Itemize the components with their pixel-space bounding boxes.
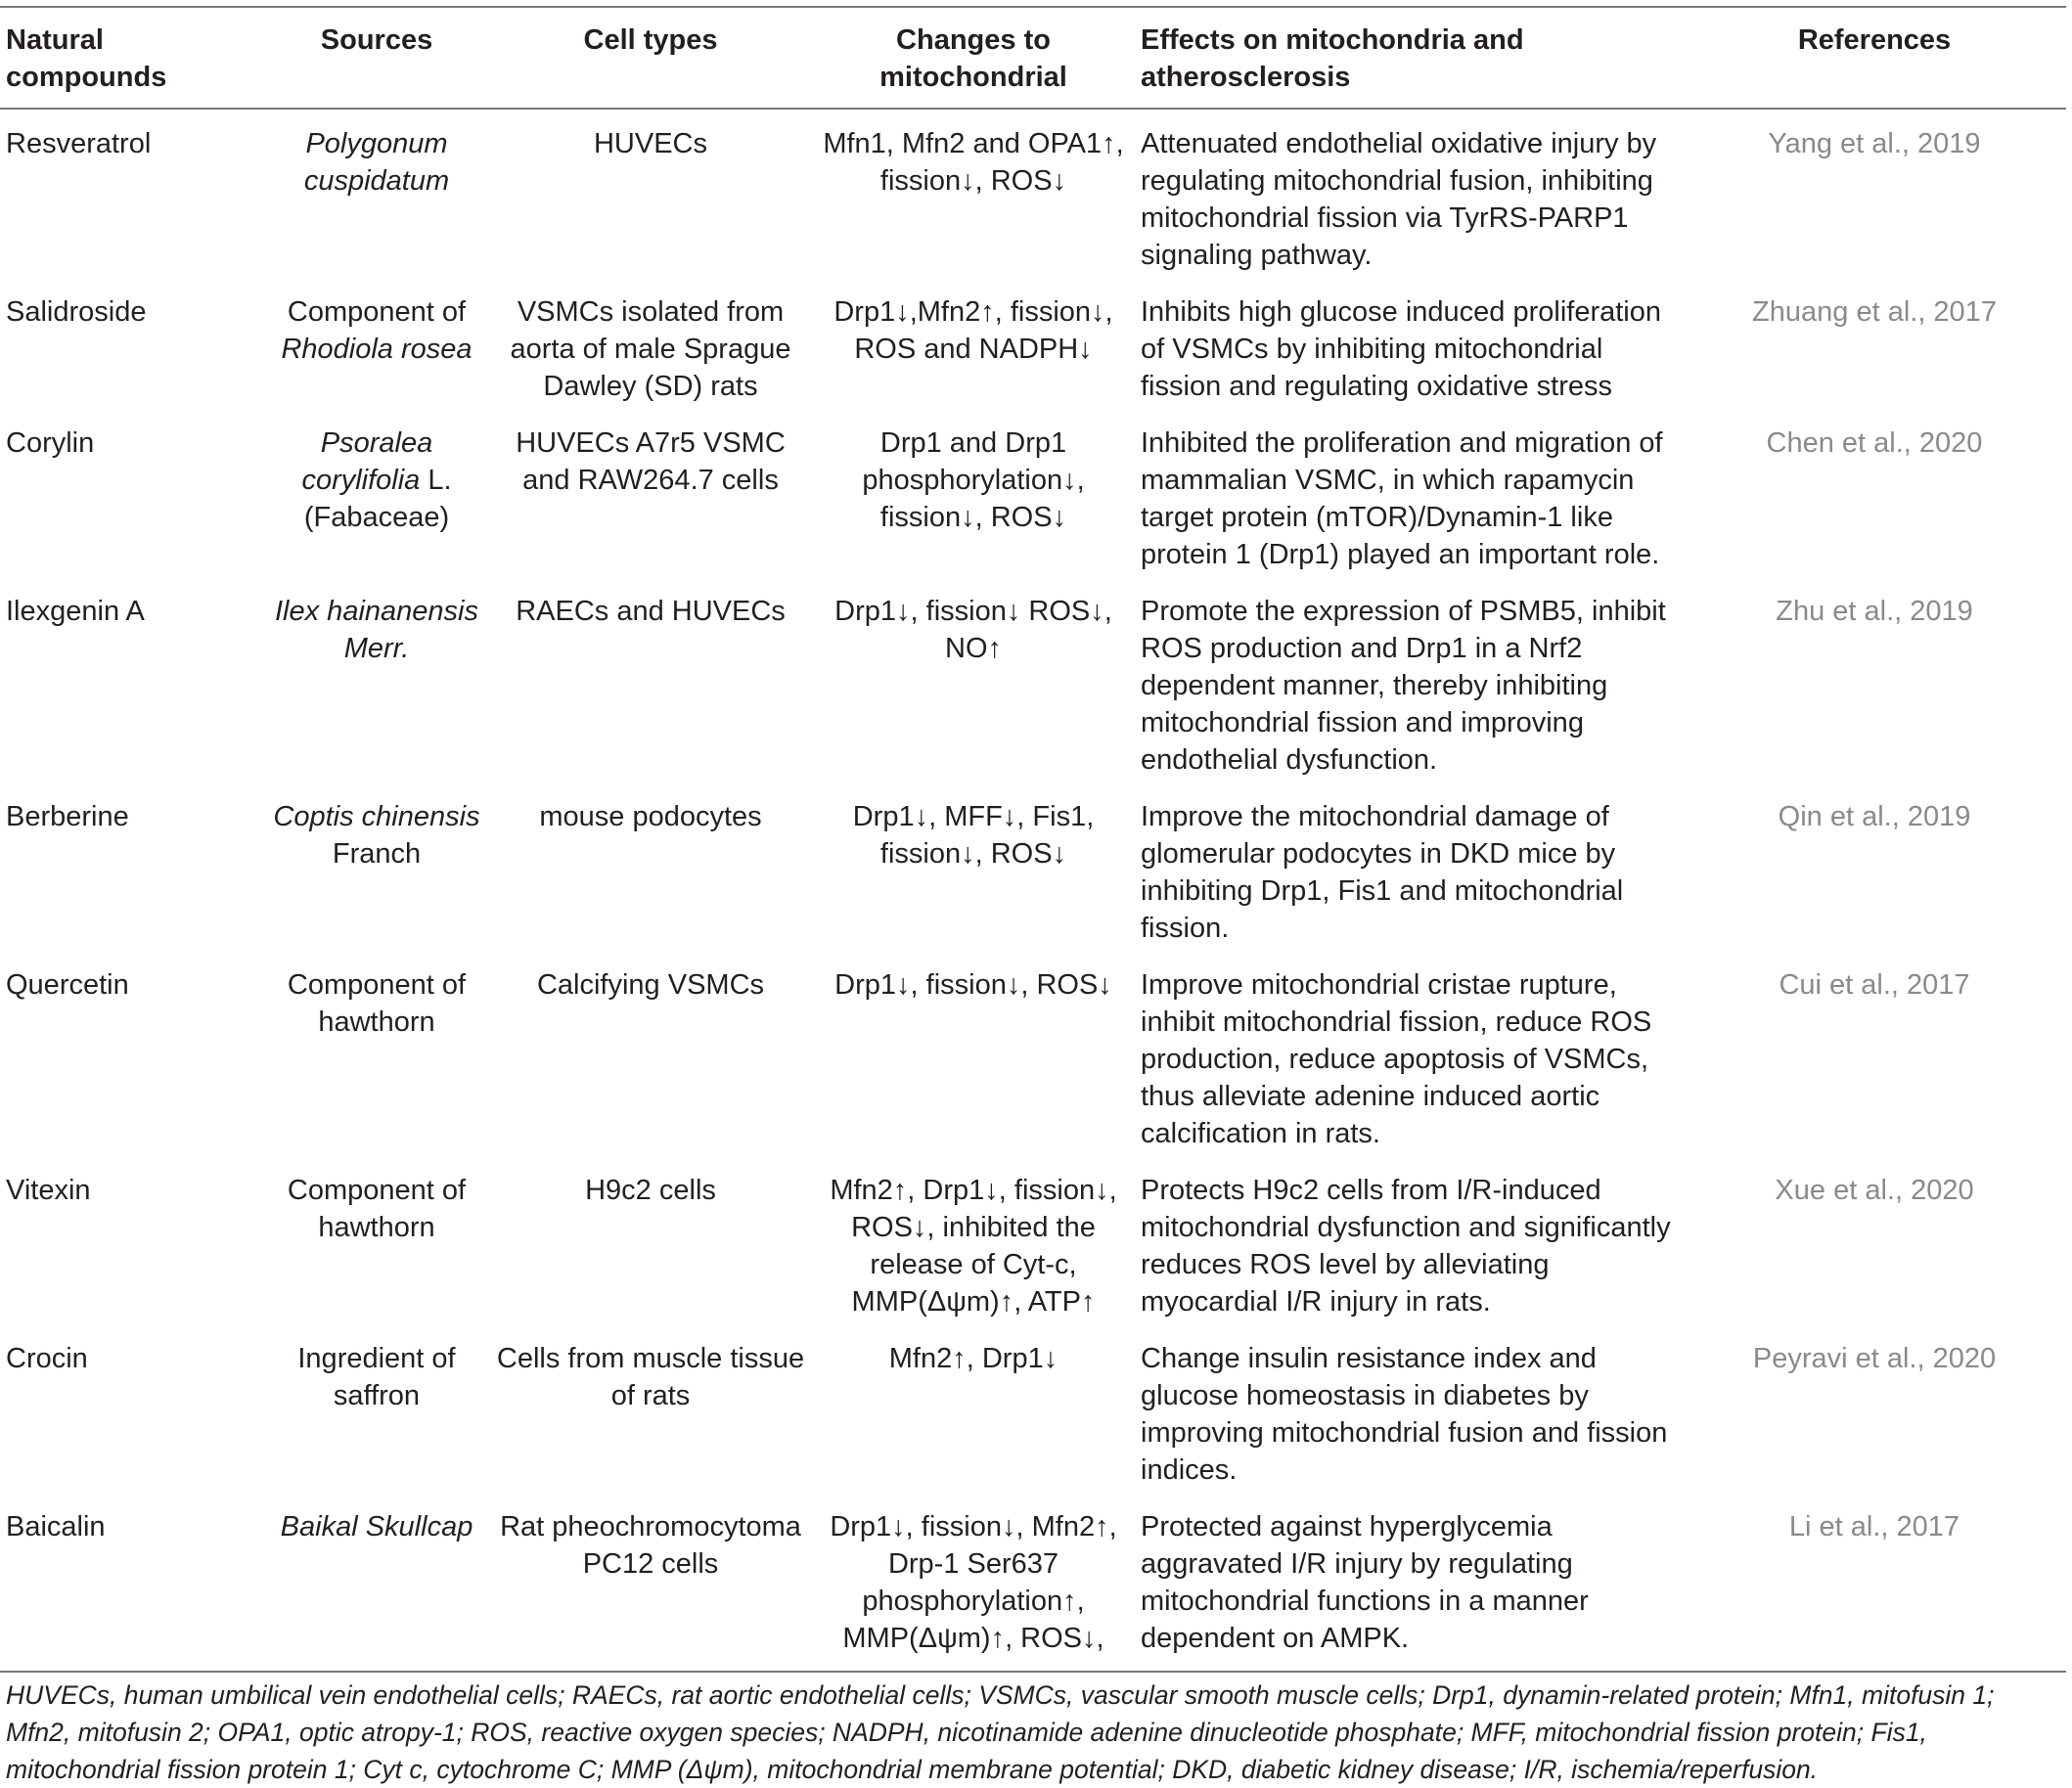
source-suffix-text: Franch — [332, 838, 422, 870]
effects-cell: Promote the expression of PSMB5, inhibit ROS production and Drp1 in a Nrf2 dependent manner, thereby inhibiting mitochondrial fission and improving endothelial dysfunction. — [1141, 596, 1666, 776]
compound-cell: Quercetin — [6, 969, 129, 1001]
header-natural-compounds: Natural compounds — [6, 24, 167, 93]
reference-cell: Qin et al., 2019 — [1778, 801, 1971, 832]
table-row — [0, 782, 2066, 951]
changes-cell: Mfn1, Mfn2 and OPA1↑, fission↓, ROS↓ — [823, 128, 1124, 197]
source-plain-text: Component of hawthorn — [287, 1175, 467, 1243]
source-cell — [264, 1156, 489, 1324]
effects-cell: Improve the mitochondrial damage of glomerular podocytes in DKD mice by inhibiting Drp1, Fis1 and mitochondrial fission. — [1141, 801, 1624, 944]
cell-types-cell: Cells from muscle tissue of rats — [496, 1343, 805, 1411]
cell-types-cell: Calcifying VSMCs — [536, 969, 765, 1001]
source-species-name: Baikal Skullcap — [280, 1511, 473, 1542]
source-species-name: Rhodiola rosea — [281, 334, 473, 365]
source-cell — [264, 782, 489, 951]
cell-types-cell: Rat pheochromocytoma PC12 cells — [500, 1511, 801, 1580]
changes-cell: Drp1↓, fission↓ ROS↓, NO↑ — [834, 596, 1112, 664]
changes-cell: Drp1 and Drp1 phosphorylation↓, fission↓, ROS↓ — [862, 427, 1085, 533]
table-row — [0, 1156, 2066, 1324]
reference-cell: Zhuang et al., 2017 — [1752, 296, 1997, 328]
compound-cell: Salidroside — [6, 296, 147, 328]
effects-cell: Protected against hyperglycemia aggravated I/R injury by regulating mitochondrial functions in a manner dependent on AMPK. — [1141, 1511, 1589, 1654]
reference-cell: Chen et al., 2020 — [1766, 427, 1983, 459]
source-species-name: Polygonum cuspidatum — [303, 128, 450, 197]
changes-cell: Drp1↓,Mfn2↑, fission↓, ROS and NADPH↓ — [833, 296, 1113, 365]
compound-cell: Ilexgenin A — [6, 596, 145, 627]
table-row — [0, 577, 2066, 782]
table-row — [0, 409, 2066, 577]
table-footnote: HUVECs, human umbilical vein endothelial cells; RAECs, rat aortic endothelial cells; VSMCs, vascular smooth muscle cells; Drp1, dynamin-related protein; Mfn1, mitofusin 1; Mfn2, mitofusin 2; OPA1, optic atropy-1; ROS, reactive oxygen species; NADPH, nicotinamide adenine dinucleotide phosphate; MFF, mitochondrial fission protein; Fis1, mitochondrial fission protein 1; Cyt c, cytochrome C; MMP (Δψm), mitochondrial membrane potential; DKD, diabetic kidney disease; I/R, ischemia/reperfusion. — [6, 1680, 1995, 1784]
source-plain-text: Component of — [287, 296, 467, 328]
reference-cell: Yang et al., 2019 — [1768, 128, 1981, 159]
header-cell-types: Cell types — [583, 24, 718, 56]
source-species-name: Psoralea corylifolia — [301, 427, 433, 496]
reference-cell: Zhu et al., 2019 — [1776, 596, 1973, 627]
source-species-name: Ilex hainanensis Merr. — [275, 596, 478, 664]
cell-types-cell: HUVECs A7r5 VSMC and RAW264.7 cells — [516, 427, 786, 496]
table-row — [0, 1493, 2066, 1672]
effects-cell: Change insulin resistance index and glucose homeostasis in diabetes by improving mitochondrial fusion and fission indices. — [1141, 1343, 1668, 1486]
compound-cell: Baicalin — [6, 1511, 106, 1542]
table-header — [0, 7, 2066, 109]
header-row — [0, 7, 2066, 109]
table-row — [0, 1324, 2066, 1493]
reference-cell: Li et al., 2017 — [1788, 1511, 1960, 1542]
compound-cell: Vitexin — [6, 1175, 91, 1206]
table-row — [0, 951, 2066, 1156]
cell-types-cell: VSMCs isolated from aorta of male Sprague Dawley (SD) rats — [510, 296, 791, 402]
header-changes: Changes to mitochondrial — [879, 24, 1067, 93]
reference-cell: Peyravi et al., 2020 — [1752, 1343, 1997, 1374]
compound-cell: Resveratrol — [6, 128, 152, 159]
reference-cell: Xue et al., 2020 — [1775, 1175, 1974, 1206]
source-cell — [264, 577, 489, 782]
effects-cell: Attenuated endothelial oxidative injury by regulating mitochondrial fusion, inhibiting mitochondrial fission via TyrRS-PARP1 signaling pathway. — [1141, 128, 1657, 271]
effects-cell: Inhibited the proliferation and migration of mammalian VSMC, in which rapamycin target protein (mTOR)/Dynamin-1 like protein 1 (Drp1) played an important role. — [1141, 427, 1663, 570]
changes-cell: Drp1↓, MFF↓, Fis1, fission↓, ROS↓ — [852, 801, 1095, 870]
header-sources: Sources — [320, 24, 433, 56]
source-plain-text: Ingredient of saffron — [297, 1343, 456, 1411]
source-cell — [264, 278, 489, 409]
changes-cell: Mfn2↑, Drp1↓, fission↓, ROS↓, inhibited the release of Cyt-c, MMP(Δψm)↑, ATP↑ — [830, 1175, 1117, 1318]
compound-cell: Berberine — [6, 801, 129, 832]
cell-types-cell: mouse podocytes — [539, 801, 762, 832]
source-species-name: Coptis chinensis — [273, 801, 480, 832]
changes-cell: Drp1↓, fission↓, Mfn2↑, Drp-1 Ser637 phosphorylation↑, MMP(Δψm)↑, ROS↓, — [830, 1511, 1117, 1654]
compounds-table — [0, 6, 2066, 1673]
table-row — [0, 109, 2066, 278]
table-row — [0, 278, 2066, 409]
effects-cell: Inhibits high glucose induced proliferation of VSMCs by inhibiting mitochondrial fission and regulating oxidative stress — [1141, 296, 1662, 402]
source-cell — [264, 1493, 489, 1672]
source-suffix-text: L. (Fabaceae) — [303, 465, 452, 533]
effects-cell: Improve mitochondrial cristae rupture, inhibit mitochondrial fission, reduce ROS production, reduce apoptosis of VSMCs, thus alleviate adenine induced aortic calcification in rats. — [1141, 969, 1652, 1149]
source-plain-text: Component of hawthorn — [287, 969, 467, 1038]
header-effects: Effects on mitochondria and atherosclerosis — [1141, 24, 1524, 93]
effects-cell: Protects H9c2 cells from I/R-induced mitochondrial dysfunction and significantly reduces ROS level by alleviating myocardial I/R injury in rats. — [1141, 1175, 1671, 1318]
cell-types-cell: H9c2 cells — [585, 1175, 716, 1206]
source-cell — [264, 1324, 489, 1493]
table-body — [0, 109, 2066, 1672]
source-cell — [264, 109, 489, 278]
header-references: References — [1797, 24, 1952, 56]
changes-cell: Drp1↓, fission↓, ROS↓ — [834, 969, 1112, 1001]
compound-cell: Crocin — [6, 1343, 88, 1374]
changes-cell: Mfn2↑, Drp1↓ — [888, 1343, 1059, 1374]
cell-types-cell: RAECs and HUVECs — [516, 596, 786, 627]
compound-cell: Corylin — [6, 427, 95, 459]
source-cell — [264, 951, 489, 1156]
source-cell — [264, 409, 489, 577]
cell-types-cell: HUVECs — [593, 128, 707, 159]
reference-cell: Cui et al., 2017 — [1779, 969, 1970, 1001]
